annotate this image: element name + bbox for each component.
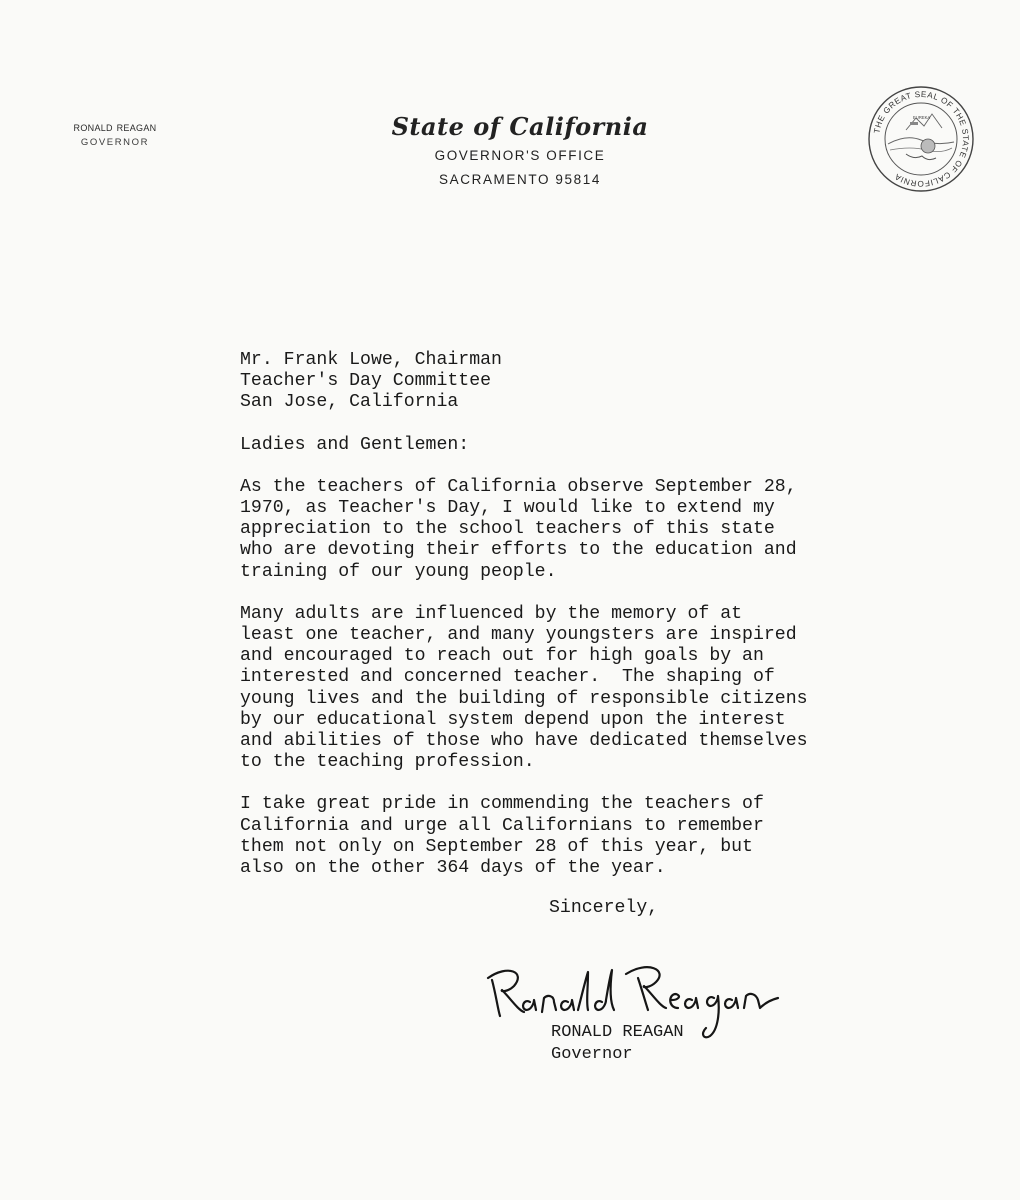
body-line: California and urge all Californians to remember — [240, 815, 764, 836]
signer-title: Governor — [551, 1045, 633, 1064]
svg-text:THE GREAT SEAL OF THE STATE OF — [872, 90, 970, 188]
letterhead-governor — [40, 120, 190, 148]
state-name: State of California — [391, 112, 649, 141]
body-line: young lives and the building of responsible citizens — [240, 688, 808, 709]
seal-text: THE GREAT SEAL OF THE STATE OF CALIFORNIA — [872, 89, 971, 189]
closing: Sincerely, — [549, 898, 659, 918]
signer-name: RONALD REAGAN — [551, 1023, 684, 1042]
body-line: Many adults are influenced by the memory of at — [240, 603, 743, 624]
salutation-text: Ladies and Gentlemen: — [240, 434, 470, 455]
office-city: SACRAMENTO 95814 — [439, 172, 601, 187]
address-line: San Jose, California — [240, 392, 459, 413]
great-seal-icon — [866, 84, 976, 194]
body-line: also on the other 364 days of the year. — [240, 858, 666, 879]
body-line: appreciation to the school teachers of this state — [240, 519, 775, 540]
address-block — [240, 350, 920, 414]
governor-title: GOVERNOR — [80, 137, 150, 148]
letter-body — [240, 350, 920, 900]
body-line: training of our young people. — [240, 561, 557, 582]
body-line: by our educational system depend upon the interest — [240, 709, 786, 730]
salutation — [240, 435, 920, 456]
paragraph-1 — [240, 477, 920, 583]
letterhead-center — [360, 112, 680, 187]
body-line: least one teacher, and many youngsters are inspired — [240, 625, 797, 646]
paragraph-3 — [240, 794, 920, 879]
body-line: and encouraged to reach out for high goals by an — [240, 646, 764, 667]
office-name: GOVERNOR'S OFFICE — [434, 148, 606, 163]
typed-signature — [551, 1022, 684, 1066]
body-line: I take great pride in commending the teachers of — [240, 794, 764, 815]
body-line: them not only on September 28 of this year, but — [240, 836, 753, 857]
body-line: to the teaching profession. — [240, 752, 535, 773]
address-line: Mr. Frank Lowe, Chairman — [240, 350, 502, 370]
body-line: 1970, as Teacher's Day, I would like to extend my — [240, 498, 775, 519]
body-line: who are devoting their efforts to the education and — [240, 540, 797, 561]
seal-motto: EUREKA — [913, 115, 931, 120]
address-line: Teacher's Day Committee — [240, 371, 492, 392]
body-line: interested and concerned teacher. The shaping of — [240, 667, 775, 688]
body-line: and abilities of those who have dedicated themselves — [240, 731, 808, 752]
body-line: As the teachers of California observe September 28, — [240, 476, 797, 497]
paragraph-2 — [240, 604, 920, 774]
governor-name: ronald reagan — [73, 120, 157, 134]
